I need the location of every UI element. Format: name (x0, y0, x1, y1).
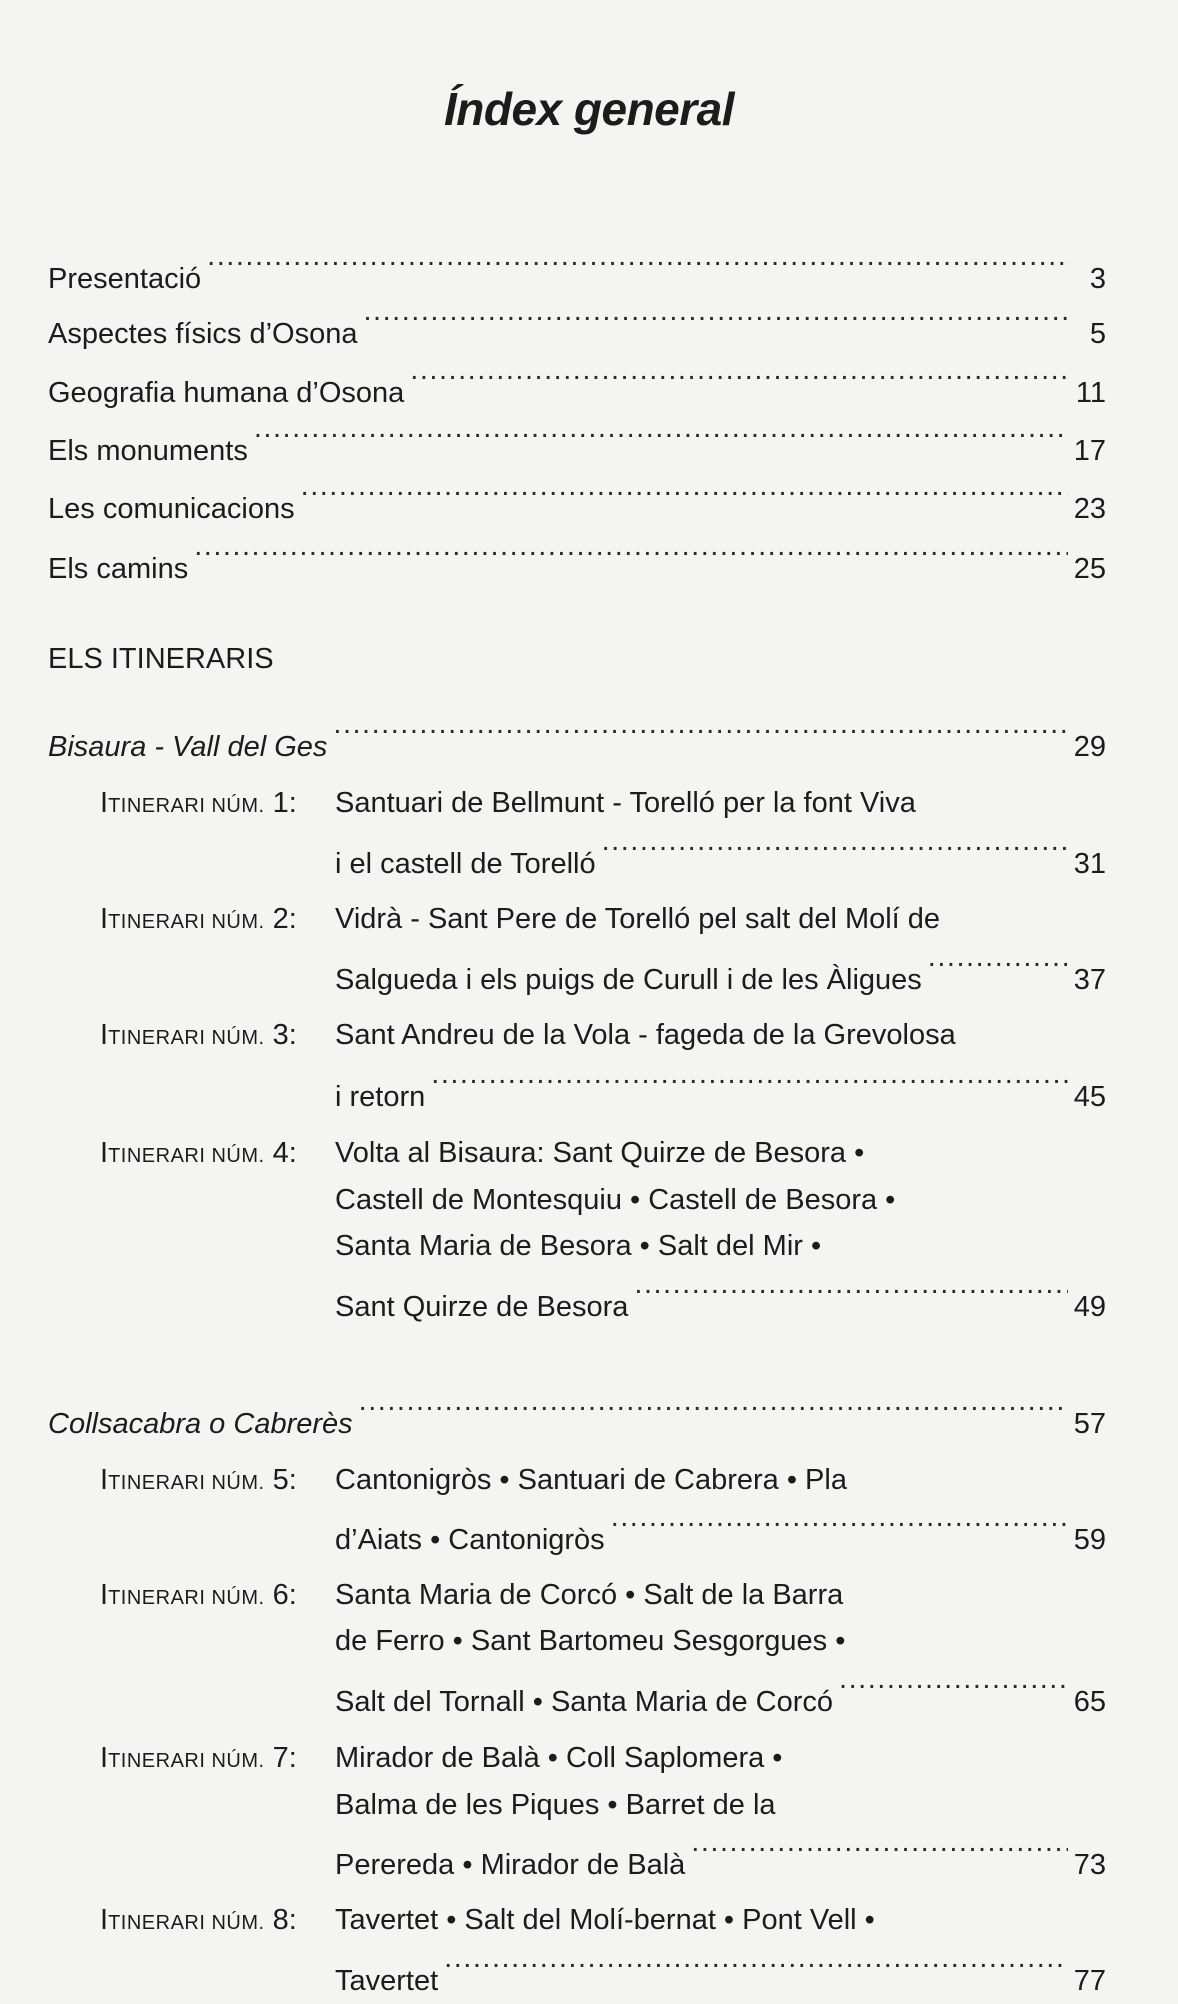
leader-dots (301, 472, 1068, 518)
itinerary-line: Santa Maria de Corcó • Salt de la Barra (335, 1579, 844, 1611)
toc-group-page: 57 (1073, 1408, 1106, 1440)
toc-entry-label: Aspectes físics d’Osona (48, 318, 358, 350)
toc-entry-page: 11 (1075, 377, 1106, 409)
itinerary-line: Cantonigròs • Santuari de Cabrera • Pla (335, 1464, 847, 1496)
toc-entry-page: 23 (1073, 493, 1106, 525)
toc-group-page: 29 (1073, 731, 1106, 763)
toc-entry (48, 356, 1106, 416)
toc-entry (48, 532, 1106, 592)
toc-entry (48, 242, 1106, 302)
leader-dots (691, 1828, 1067, 1874)
itinerary-line: Vidrà - Sant Pere de Torelló pel salt del Molí de (335, 903, 941, 935)
itinerary-last-line: Perereda • Mirador de Balà ..... 73 (335, 1828, 1106, 1888)
itinerary-line: Tavertet • Salt del Molí-bernat • Pont Vell • (335, 1904, 875, 1936)
itinerary-line: Mirador de Balà • Coll Saplomera • (335, 1742, 783, 1774)
page-title: Índex general (443, 83, 735, 135)
itinerary-label: ITINERARI NÚM. 4: (100, 1137, 297, 1169)
toc-entry-page: 25 (1073, 553, 1106, 585)
leader-dots (363, 297, 1070, 343)
itinerary-label: ITINERARI NÚM. 7: (100, 1742, 297, 1774)
toc-entry-page: 3 (1089, 263, 1106, 295)
toc-entry-label: Els camins (48, 553, 189, 585)
itinerary-line: Santa Maria de Besora • Salt del Mir • (335, 1230, 822, 1262)
leader-dots (431, 1060, 1067, 1106)
leader-dots (194, 532, 1068, 578)
leader-dots (207, 242, 1070, 288)
toc-entry (48, 414, 1106, 474)
itinerary-label: ITINERARI NÚM. 6: (100, 1579, 297, 1611)
itinerary-label: ITINERARI NÚM. 2: (100, 903, 297, 935)
itinerary-last-line: d’Aiats • Cantonigròs ..... 59 (335, 1503, 1106, 1563)
itinerary-label: ITINERARI NÚM. 3: (100, 1019, 297, 1051)
toc-entry-page: 5 (1089, 318, 1106, 350)
itinerary-line: Sant Andreu de la Vola - fageda de la Grevolosa (335, 1019, 956, 1051)
itinerary-last-line: Salt del Tornall • Santa Maria de Corcó ..... 65 (335, 1665, 1106, 1725)
leader-dots (444, 1944, 1068, 1990)
itinerary-page: 45 (1073, 1081, 1106, 1113)
itinerary-last-line: i retorn ..... 45 (335, 1060, 1106, 1120)
toc-entry-label: Geografia humana d’Osona (48, 377, 405, 409)
leader-dots (359, 1387, 1068, 1433)
itinerary-label: ITINERARI NÚM. 1: (100, 787, 297, 819)
leader-dots (611, 1503, 1068, 1549)
itinerary-page: 77 (1073, 1965, 1106, 1997)
toc-entry (48, 472, 1106, 532)
itinerary-page: 65 (1073, 1686, 1106, 1718)
toc-entry-label: Presentació (48, 263, 202, 295)
section-heading: ELS ITINERARIS (48, 643, 274, 675)
toc-group-label: Bisaura - Vall del Ges (48, 731, 328, 763)
itinerary-page: 59 (1073, 1524, 1106, 1556)
toc-group-entry (48, 710, 1106, 770)
leader-dots (928, 943, 1068, 989)
toc-entry-label: Les comunicacions (48, 493, 295, 525)
leader-dots (254, 414, 1068, 460)
itinerary-last-line: Tavertet ..... 77 (335, 1944, 1106, 2004)
itinerary-page: 37 (1073, 964, 1106, 996)
itinerary-page: 49 (1073, 1291, 1106, 1323)
itinerary-last-line: Salgueda i els puigs de Curull i de les Àligues ..... 37 (335, 943, 1106, 1003)
itinerary-line: Castell de Montesquiu • Castell de Besora • (335, 1184, 896, 1216)
itinerary-line: Volta al Bisaura: Sant Quirze de Besora • (335, 1137, 865, 1169)
itinerary-page: 73 (1073, 1849, 1106, 1881)
toc-entry-page: 17 (1073, 435, 1106, 467)
itinerary-page: 31 (1073, 848, 1106, 880)
itinerary-label: ITINERARI NÚM. 5: (100, 1464, 297, 1496)
toc-group-entry (48, 1387, 1106, 1447)
itinerary-line: Balma de les Piques • Barret de la (335, 1789, 776, 1821)
leader-dots (839, 1665, 1068, 1711)
itinerary-last-line: Sant Quirze de Besora ..... 49 (335, 1270, 1106, 1330)
itinerary-label: ITINERARI NÚM. 8: (100, 1904, 297, 1936)
leader-dots (634, 1270, 1067, 1316)
itinerary-line: de Ferro • Sant Bartomeu Sesgorgues • (335, 1625, 846, 1657)
leader-dots (333, 710, 1067, 756)
leader-dots (602, 827, 1068, 873)
itinerary-last-line: i el castell de Torelló ..... 31 (335, 827, 1106, 887)
itinerary-line: Santuari de Bellmunt - Torelló per la font Viva (335, 787, 916, 819)
leader-dots (410, 356, 1070, 402)
toc-entry-label: Els monuments (48, 435, 248, 467)
toc-group-label: Collsacabra o Cabrerès (48, 1408, 353, 1440)
toc-entry (48, 297, 1106, 357)
